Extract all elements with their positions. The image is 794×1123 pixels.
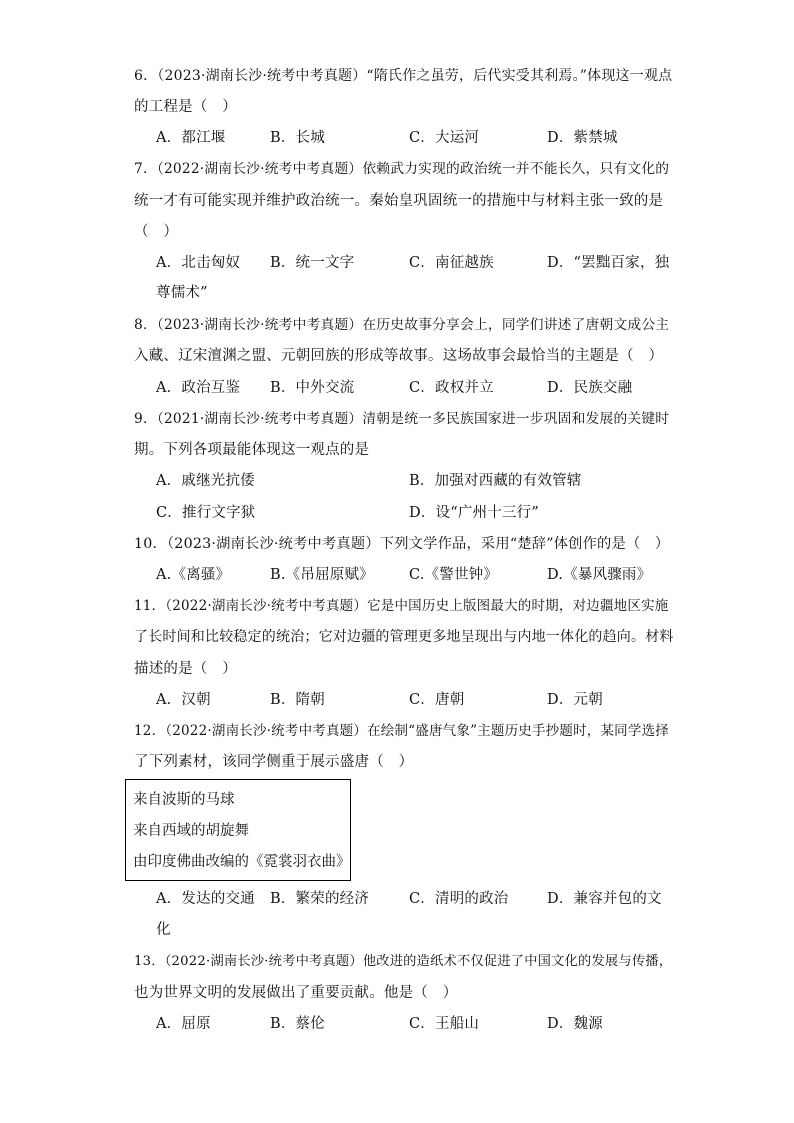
question-13-option-a: A．屈原 xyxy=(156,1016,211,1032)
material-item-2: 来自西域的胡旋舞 xyxy=(133,823,249,839)
question-11-option-a: A．汉朝 xyxy=(156,692,211,708)
question-9-option-a: A．戚继光抗倭 xyxy=(156,473,255,489)
question-10-option-c: C.《警世钟》 xyxy=(409,567,499,583)
question-8-option-c: C．政权并立 xyxy=(409,380,494,396)
question-8-option-b: B．中外交流 xyxy=(270,380,355,396)
question-13-option-c: C．王船山 xyxy=(409,1016,480,1032)
question-7-option-a: A．北击匈奴 xyxy=(156,255,241,271)
question-6-option-b: B．长城 xyxy=(270,130,325,146)
question-7-option-d: D．“罢黜百家，独 xyxy=(547,255,670,271)
question-6-stem-line-1: 6．（2023·湖南长沙·统考中考真题）“隋氏作之虽劳，后代实受其利焉。”体现这一观点 xyxy=(134,68,673,84)
question-8-option-a: A．政治互鉴 xyxy=(156,380,241,396)
question-7-stem-line-1: 7．（2022·湖南长沙·统考中考真题）依赖武力实现的政治统一并不能长久，只有文化的 xyxy=(134,161,670,177)
question-7-stem-line-3: （ ） xyxy=(134,224,179,240)
question-12-option-b: B．繁荣的经济 xyxy=(270,891,370,907)
question-12-option-d: D．兼容并包的文 xyxy=(547,891,662,907)
question-9-stem-line-2: 期。下列各项最能体现这一观点的是 xyxy=(134,442,370,458)
question-10-stem-line-1: 10．（2023·湖南长沙·统考中考真题）下列文学作品，采用“楚辞”体创作的是（ ） xyxy=(134,536,670,552)
question-11-option-b: B．隋朝 xyxy=(270,692,325,708)
question-10-option-a: A.《离骚》 xyxy=(156,567,231,583)
question-9-option-b: B．加强对西藏的有效管辖 xyxy=(409,473,582,489)
question-9-option-c: C．推行文字狱 xyxy=(156,505,256,521)
question-13-stem-line-1: 13．（2022·湖南长沙·统考中考真题）他改进的造纸术不仅促进了中国文化的发展与传播， xyxy=(134,954,673,969)
question-11-stem-line-1: 11．（2022·湖南长沙·统考中考真题）它是中国历史上版图最大的时期，对边疆地区实施 xyxy=(134,598,669,614)
question-7-option-c: C．南征越族 xyxy=(409,255,494,271)
question-6-option-d: D．紫禁城 xyxy=(547,130,618,146)
question-10-option-b: B.《吊屈原赋》 xyxy=(270,567,374,583)
question-12-option-a: A．发达的交通 xyxy=(156,891,255,907)
question-12-option-d-continuation: 化 xyxy=(156,922,171,938)
question-6-stem-line-2: 的工程是（ ） xyxy=(134,99,237,115)
question-11-option-d: D．元朝 xyxy=(547,692,603,708)
question-13-option-d: D．魏源 xyxy=(547,1016,603,1032)
question-12-material-box xyxy=(125,779,351,881)
question-7-stem-line-2: 统一才有可能实现并维护政治统一。秦始皇巩固统一的措施中与材料主张一致的是 xyxy=(134,193,664,209)
question-9-stem-line-1: 9．（2021·湖南长沙·统考中考真题）清朝是统一多民族国家进一步巩固和发展的关键时 xyxy=(134,411,670,427)
question-11-stem-line-3: 描述的是（ ） xyxy=(134,661,237,677)
question-13-stem-line-2: 也为世界文明的发展做出了重要贡献。他是（ ） xyxy=(134,985,458,1001)
material-item-1: 来自波斯的马球 xyxy=(133,792,235,808)
question-11-option-c: C．唐朝 xyxy=(409,692,465,708)
question-10-option-d: D.《暴风骤雨》 xyxy=(547,567,652,583)
question-12-stem-line-1: 12．（2022·湖南长沙·统考中考真题）在绘制“盛唐气象”主题历史手抄题时，某同学选择 xyxy=(134,723,669,739)
question-12-stem-line-2: 了下列素材，该同学侧重于展示盛唐（ ） xyxy=(134,754,414,770)
question-8-option-d: D．民族交融 xyxy=(547,380,633,396)
question-7-option-b: B．统一文字 xyxy=(270,255,355,271)
question-8-stem-line-1: 8．（2023·湖南长沙·统考中考真题）在历史故事分享会上，同学们讲述了唐朝文成公主 xyxy=(134,317,670,333)
material-item-3: 由印度佛曲改编的《霓裳羽衣曲》 xyxy=(133,854,351,870)
question-8-stem-line-2: 入藏、辽宋澶渊之盟、元朝回族的形成等故事。这场故事会最恰当的主题是（ ） xyxy=(134,348,664,364)
question-9-option-d: D．设“广州十三行” xyxy=(409,505,539,521)
question-13-option-b: B．蔡伦 xyxy=(270,1016,325,1032)
question-7-option-d-continuation: 尊儒术” xyxy=(156,285,208,301)
question-12-option-c: C．清明的政治 xyxy=(409,891,509,907)
question-11-stem-line-2: 了长时间和比较稳定的统治；它对边疆的管理更多地呈现出与内地一体化的趋向。材料 xyxy=(134,629,674,645)
question-6-option-a: A．都江堰 xyxy=(156,130,226,146)
question-6-option-c: C．大运河 xyxy=(409,130,480,146)
